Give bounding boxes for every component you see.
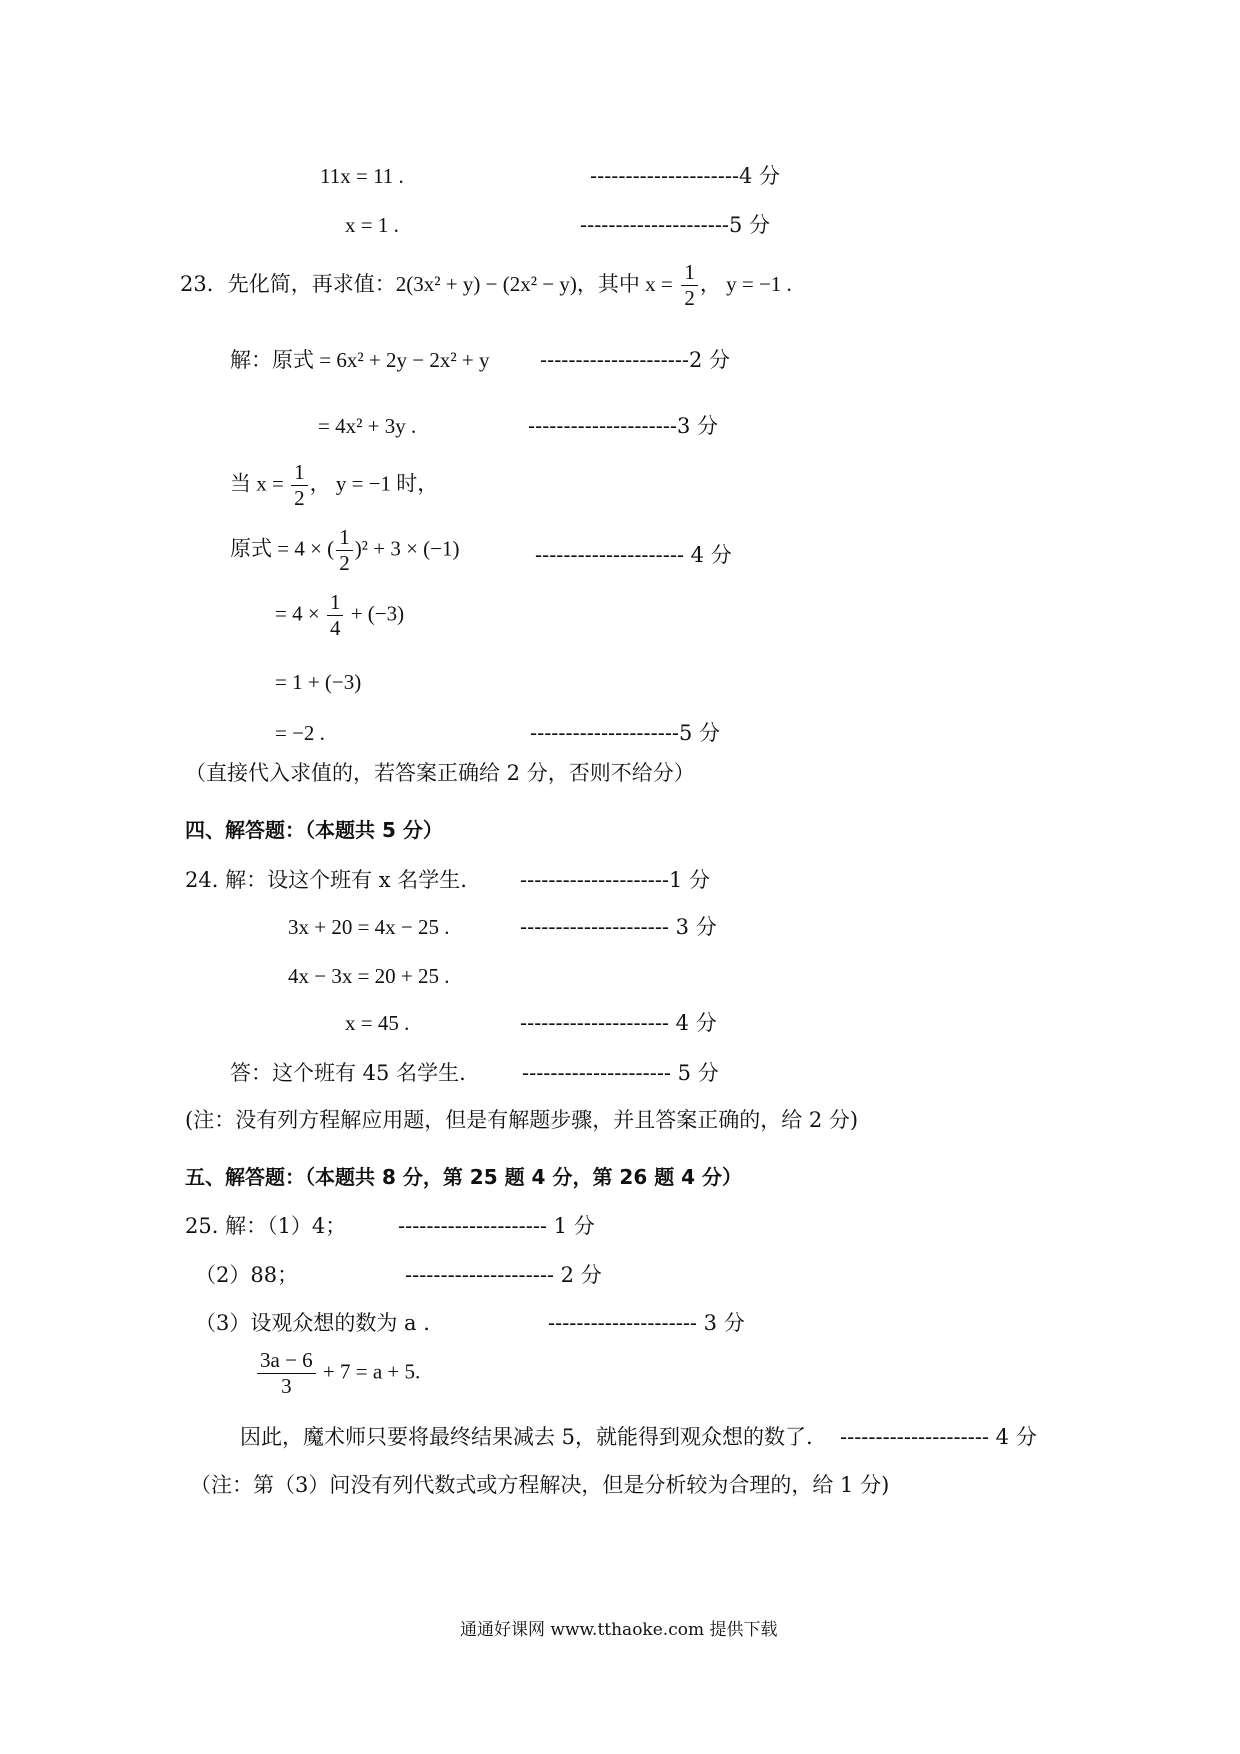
- fraction: $\frac{3a - 6}{3}$: [257, 1350, 316, 1397]
- score-mark: ---------------------5 分: [580, 213, 771, 237]
- step-line: 4x − 3x = 20 + 25 .: [288, 964, 450, 988]
- step-line: 原式 = 4 × ( $\frac{1}{2}$ )² + 3 × (−1): [230, 525, 460, 575]
- fraction: $\frac{1}{4}$: [327, 592, 344, 639]
- score-mark: --------------------- 3 分: [520, 915, 717, 939]
- step-line: x = 45 .: [345, 1011, 410, 1035]
- score-mark: --------------------- 2 分: [405, 1263, 602, 1287]
- step-line: 3x + 20 = 4x − 25 .: [288, 915, 450, 939]
- score-mark: --------------------- 3 分: [548, 1311, 745, 1335]
- score-mark: --------------------- 1 分: [398, 1214, 595, 1238]
- step-line: = 1 + (−3): [275, 670, 362, 694]
- condition: ，其中 x =: [576, 272, 673, 296]
- conclusion-line: 因此，魔术师只要将最终结果减去 5，就能得到观众想的数了.: [240, 1425, 813, 1449]
- question-25-part1: 25. 解：（1）4；: [185, 1214, 347, 1238]
- score-mark: ---------------------2 分: [540, 348, 731, 372]
- condition-tail: ， y = −1 .: [699, 272, 792, 296]
- score-mark: --------------------- 4 分: [535, 543, 732, 567]
- step-line: 当 x = $\frac{1}{2}$ ， y = −1 时，: [230, 460, 439, 510]
- score-mark: ---------------------4 分: [590, 164, 781, 188]
- step-line: = 4x² + 3y .: [318, 414, 417, 438]
- score-mark: ---------------------3 分: [528, 414, 719, 438]
- question-24: 24. 解：设这个班有 x 名学生.: [185, 868, 467, 892]
- fraction: $\frac{1}{2}$: [336, 527, 353, 574]
- section-heading: 四、解答题：（本题共 5 分）: [185, 818, 443, 842]
- grading-note: （注：第（3）问没有列代数式或方程解决，但是分析较为合理的，给 1 分): [190, 1473, 890, 1497]
- score-mark: --------------------- 5 分: [522, 1061, 719, 1085]
- footer-credit: 通通好课网 www.tthaoke.com 提供下载: [460, 1620, 778, 1640]
- score-mark: --------------------- 4 分: [520, 1011, 717, 1035]
- grading-note: (注：没有列方程解应用题，但是有解题步骤，并且答案正确的，给 2 分): [185, 1108, 859, 1132]
- score-mark: ---------------------5 分: [530, 721, 721, 745]
- step-line: 解：原式 = 6x² + 2y − 2x² + y: [230, 348, 490, 372]
- question-23: [180, 262, 792, 309]
- step-line: 11x = 11 .: [320, 164, 404, 188]
- step-line: = 4 × $\frac{1}{4}$ + (−3): [275, 590, 405, 640]
- question-25-part3: （3）设观众想的数为 a .: [195, 1311, 430, 1335]
- step-line: = −2 .: [275, 721, 325, 745]
- grading-note: （直接代入求值的，若答案正确给 2 分，否则不给分）: [185, 761, 695, 785]
- equation: $\frac{3a - 6}{3}$ + 7 = a + 5.: [255, 1350, 420, 1397]
- fraction: $\frac{1}{2}$: [291, 462, 308, 509]
- expression: 2(3x² + y) − (2x² − y): [395, 272, 577, 296]
- section-heading: 五、解答题：（本题共 8 分，第 25 题 4 分，第 26 题 4 分）: [185, 1165, 743, 1189]
- answer-line: 答：这个班有 45 名学生.: [230, 1061, 466, 1085]
- score-mark: --------------------- 4 分: [840, 1425, 1037, 1449]
- question-25-part2: （2）88；: [195, 1263, 299, 1287]
- fraction: $\frac{1}{2}$: [681, 262, 698, 309]
- score-mark: ---------------------1 分: [520, 868, 711, 892]
- question-prefix: 23．先化简，再求值：: [180, 272, 396, 296]
- step-line: x = 1 .: [345, 213, 399, 237]
